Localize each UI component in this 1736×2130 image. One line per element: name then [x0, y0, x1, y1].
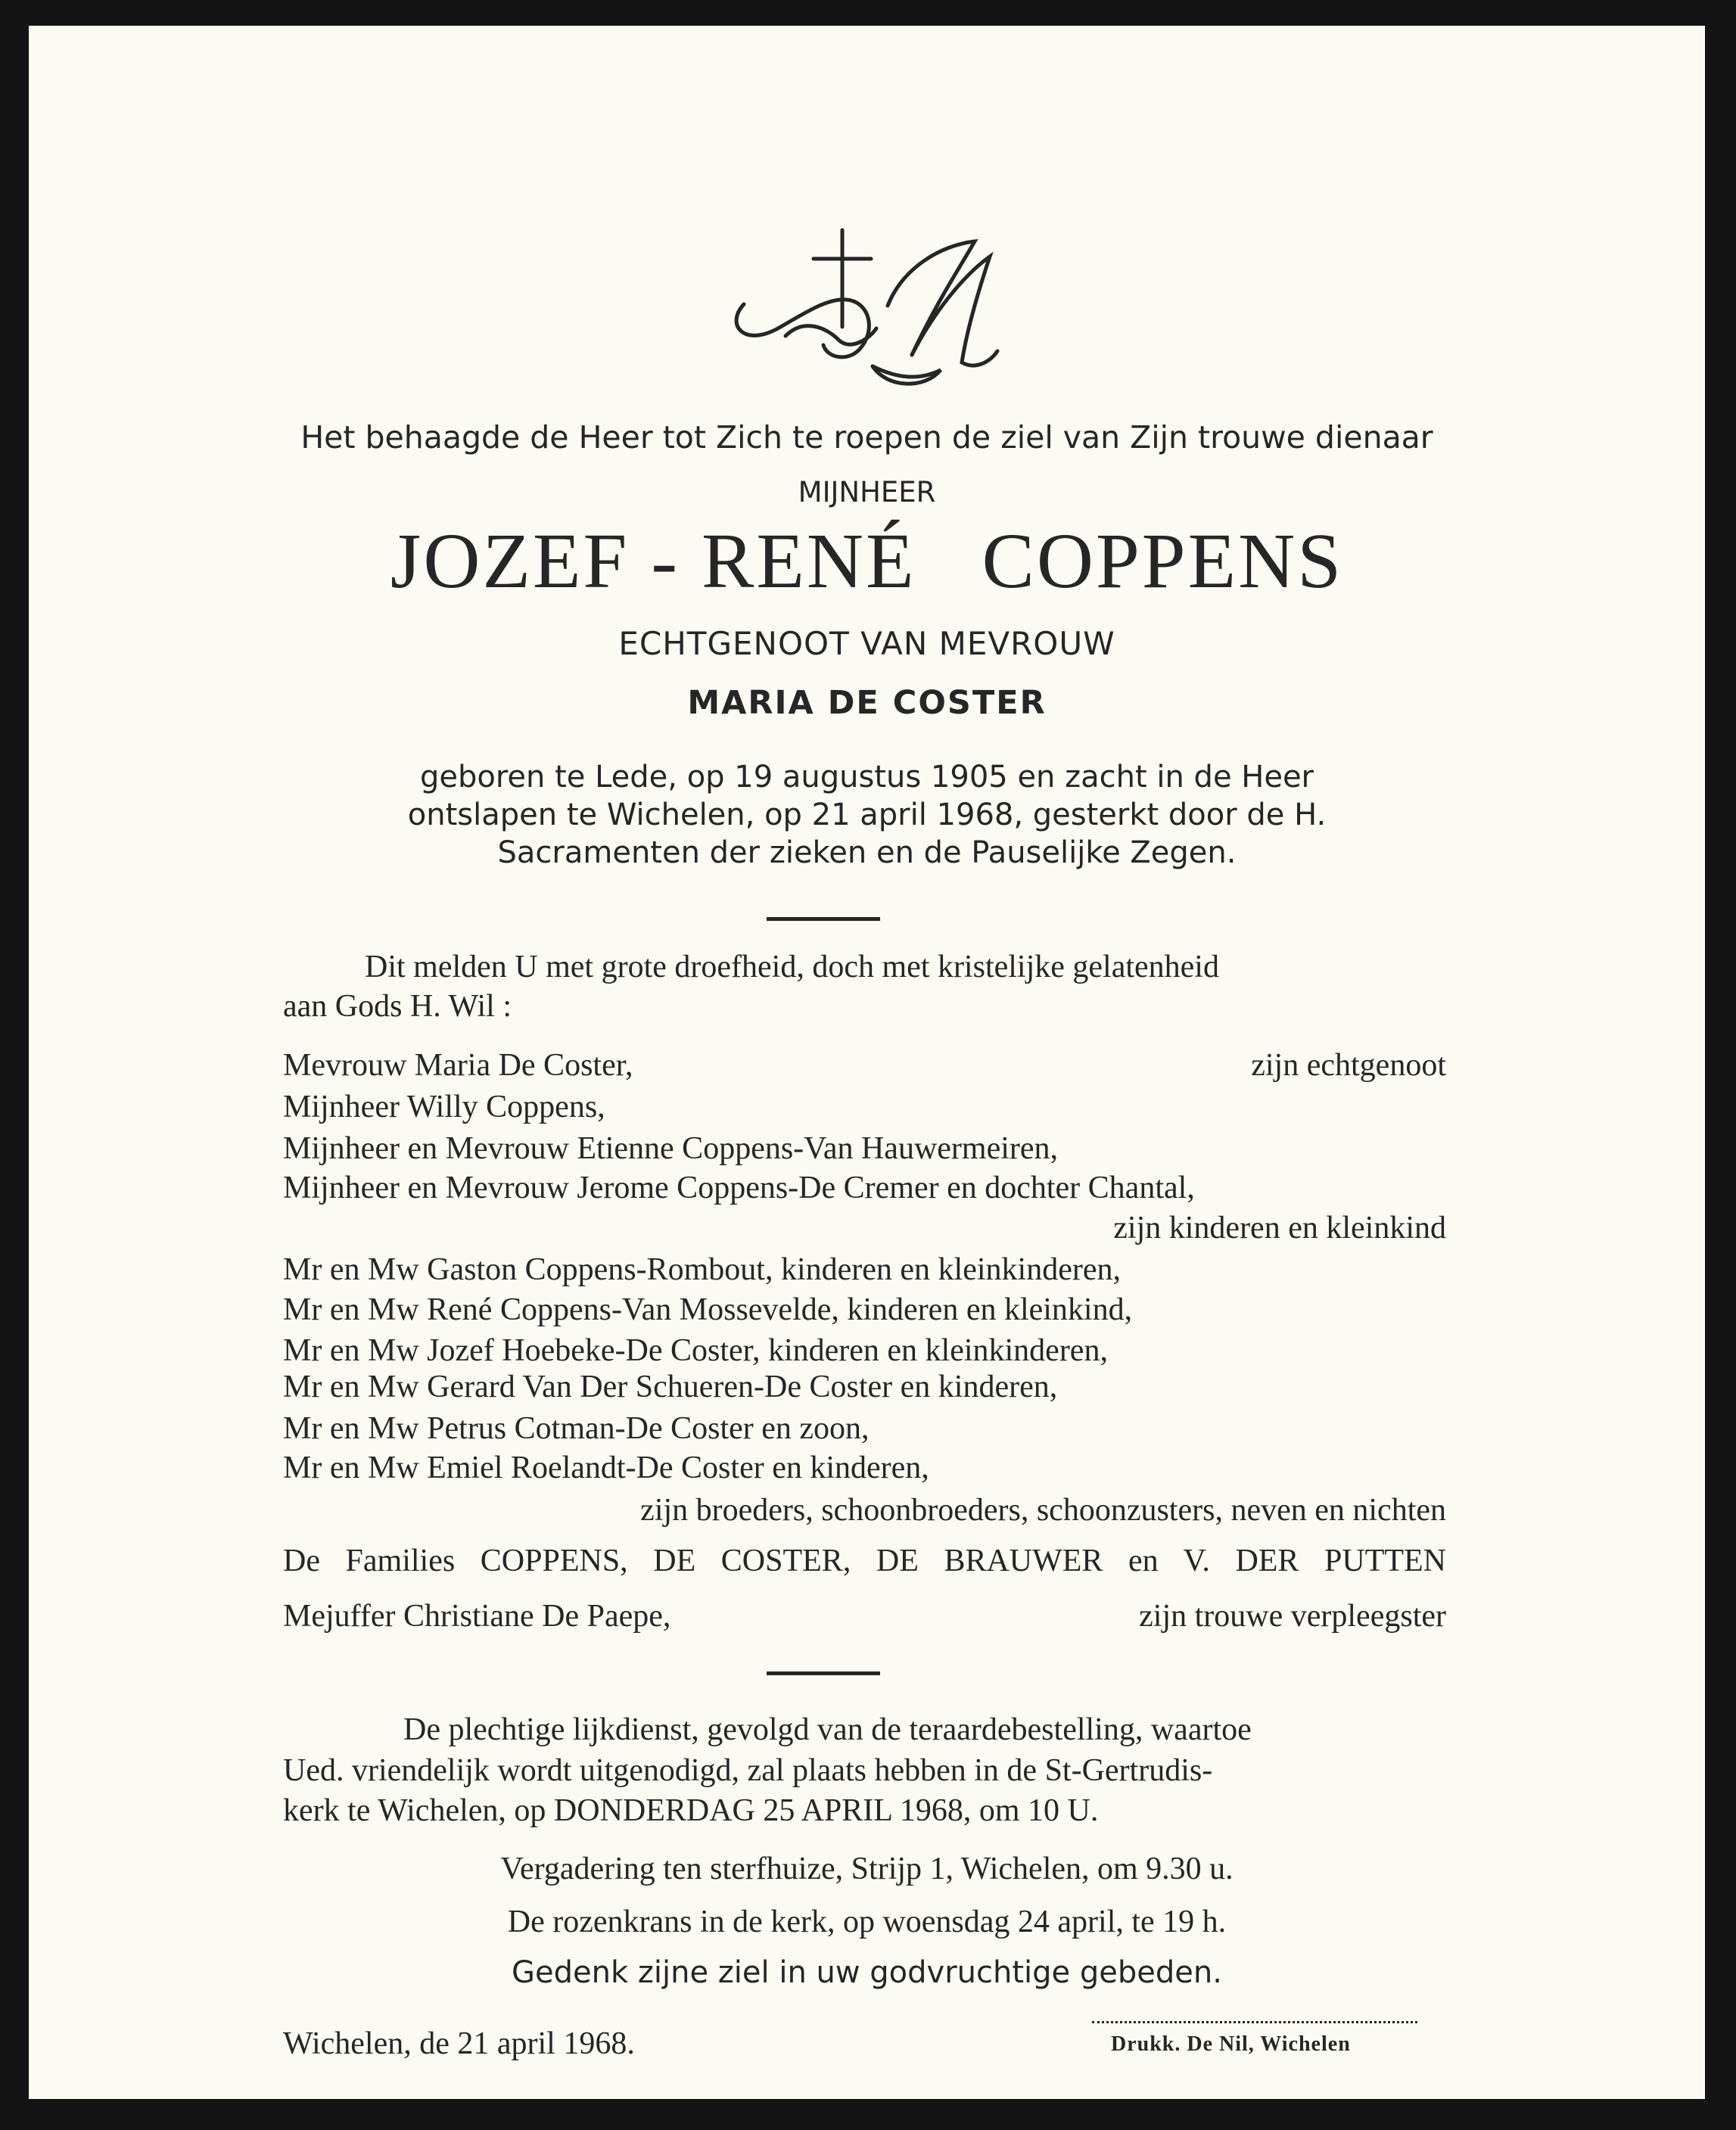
service-line: kerk te Wichelen, op DONDERDAG 25 APRIL 1968, om 10 U. [283, 1793, 1099, 1828]
mourner-sibling: Mr en Mw Jozef Hoebeke-De Coster, kinderen en kleinkinderen, [283, 1333, 1108, 1368]
announcement-line: aan Gods H. Wil : [283, 989, 512, 1024]
mourner-sibling: Mr en Mw Gerard Van Der Schueren-De Coster en kinderen, [283, 1370, 1058, 1404]
title-prefix: MIJNHEER [798, 476, 936, 508]
meeting-line: Vergadering ten sterfhuize, Strijp 1, Wichelen, om 9.30 u. [500, 1852, 1234, 1886]
families-line: De Families COPPENS, DE COSTER, DE BRAUWER en V. DER PUTTEN [283, 1544, 1446, 1578]
mourner-child: Mijnheer en Mevrouw Etienne Coppens-Van Hauwermeiren, [283, 1131, 1059, 1166]
divider [767, 917, 880, 921]
mourner-nurse-row [283, 1598, 1446, 1634]
mourner-sibling: Mr en Mw René Coppens-Van Mossevelde, kinderen en kleinkind, [283, 1292, 1133, 1327]
rosary-line: De rozenkrans in de kerk, op woensdag 24 april, te 19 h. [507, 1905, 1227, 1939]
mourner-child: Mijnheer en Mevrouw Jerome Coppens-De Cremer en dochter Chantal, [283, 1171, 1195, 1205]
service-line: De plechtige lijkdienst, gevolgd van de teraardebestelling, waartoe [403, 1712, 1252, 1747]
spouse-name: MARIA DE COSTER [687, 684, 1047, 722]
children-relation: zijn kinderen en kleinkind [1113, 1211, 1446, 1245]
sacraments-line: Sacramenten der zieken en de Pauselijke Zegen. [497, 835, 1237, 870]
dotted-rule [1092, 2021, 1417, 2023]
mourner-spouse-row [283, 1047, 1446, 1084]
deceased-name: JOZEF - RENÉ COPPENS [390, 518, 1344, 605]
mourner-relation: zijn echtgenoot [1251, 1048, 1446, 1083]
mourner-child: Mijnheer Willy Coppens, [283, 1090, 605, 1124]
mourner-relation: zijn trouwe verpleegster [1139, 1599, 1446, 1634]
mourner-name: Mejuffer Christiane De Paepe, [283, 1599, 671, 1634]
mourner-sibling: Mr en Mw Petrus Cotman-De Coster en zoon, [283, 1411, 870, 1446]
death-line: ontslapen te Wichelen, op 21 april 1968, gesterkt door de H. [407, 798, 1327, 832]
spouse-intro: ECHTGENOOT VAN MEVROUW [618, 625, 1115, 662]
mourner-sibling: Mr en Mw Gaston Coppens-Rombout, kinderen en kleinkinderen, [283, 1252, 1121, 1287]
intro-line: Het behaagde de Heer tot Zich te roepen de ziel van Zijn trouwe dienaar [300, 419, 1433, 456]
prayer-line: Gedenk zijne ziel in uw godvruchtige gebeden. [512, 1955, 1222, 1990]
service-line: Ued. vriendelijk wordt uitgenodigd, zal plaats hebben in de St-Gertrudis- [283, 1753, 1213, 1788]
cross-m-monogram-icon [714, 215, 1016, 396]
memorial-card [29, 26, 1705, 2099]
siblings-relation: zijn broeders, schoonbroeders, schoonzusters, neven en nichten [640, 1493, 1446, 1528]
divider [767, 1671, 880, 1675]
printer-credit: Drukk. De Nil, Wichelen [1111, 2032, 1351, 2056]
mourner-sibling: Mr en Mw Emiel Roelandt-De Coster en kinderen, [283, 1451, 929, 1485]
birth-line: geboren te Lede, op 19 augustus 1905 en zacht in de Heer [419, 760, 1314, 794]
mourner-name: Mevrouw Maria De Coster, [283, 1048, 633, 1083]
place-date: Wichelen, de 21 april 1968. [283, 2026, 635, 2061]
announcement-line: Dit melden U met grote droefheid, doch met kristelijke gelatenheid [365, 950, 1219, 984]
